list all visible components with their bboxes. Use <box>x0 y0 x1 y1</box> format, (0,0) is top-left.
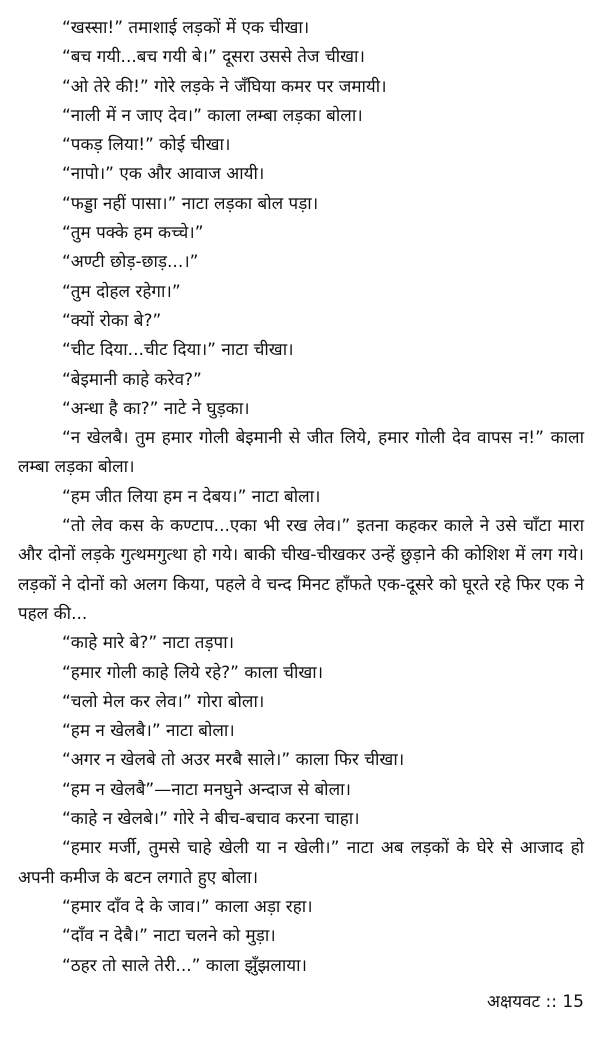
paragraph: “तो लेव कस के कण्टाप...एका भी रख लेव।” इतना कहकर काले ने उसे चाँटा मारा और दोनों लड़के गुत्थमगुत्था हो गये। बाकी चीख-चीखकर उन्हें छुड़ाने की कोशिश में लग गये। लड़कों ने दोनों को अलग किया, पहले वे चन्द मिनट हाँफते एक-दूसरे को घूरते रहे फिर एक ने पहल की... <box>18 516 584 624</box>
paragraph: “हमार मर्जी, तुमसे चाहे खेली या न खेली।” नाटा अब लड़कों के घेरे से आजाद हो अपनी कमीज के बटन लगाते हुए बोला। <box>18 838 584 888</box>
paragraph: “काहे मारे बे?” नाटा तड़पा। <box>62 633 235 654</box>
paragraph: “तुम दोहल रहेगा।” <box>62 281 181 302</box>
paragraph: “दाँव न देबै।” नाटा चलने को मुड़ा। <box>62 926 276 947</box>
paragraph: “अगर न खेलबे तो अउर मरबै साले।” काला फिर चीखा। <box>62 750 405 771</box>
paragraph: “खस्सा!” तमाशाई लड़कों में एक चीखा। <box>62 18 310 38</box>
paragraph: “अण्टी छोड़-छाड़...।” <box>62 252 199 273</box>
paragraph: “अन्धा है का?” नाटे ने घुड़का। <box>62 398 250 419</box>
paragraph: “चीट दिया...चीट दिया।” नाटा चीखा। <box>62 340 294 361</box>
paragraph: “चलो मेल कर लेव।” गोरा बोला। <box>62 691 265 712</box>
paragraph: “फड्डा नहीं पासा।” नाटा लड़का बोल पड़ा। <box>62 193 319 214</box>
paragraph: “हमार दाँव दे के जाव।” काला अड़ा रहा। <box>62 896 313 917</box>
paragraph: “न खेलबै। तुम हमार गोली बेइमानी से जीत लिये, हमार गोली देव वापस न!” काला लम्बा लड़का बोला। <box>18 428 584 478</box>
paragraph: “तुम पक्के हम कच्चे।” <box>62 223 204 244</box>
paragraph: “बच गयी...बच गयी बे।” दूसरा उससे तेज चीखा। <box>62 47 365 68</box>
paragraph: “हम जीत लिया हम न देबय।” नाटा बोला। <box>62 486 321 507</box>
paragraph: “नाली में न जाए देव।” काला लम्बा लड़का बोला। <box>62 105 363 126</box>
story-text <box>18 14 584 981</box>
paragraph: “हम न खेलबै।” नाटा बोला। <box>62 721 235 742</box>
page-footer: अक्षयवट :: 15 <box>487 992 584 1012</box>
paragraph: “बेइमानी काहे करेव?” <box>62 369 202 390</box>
paragraph: “नापो।” एक और आवाज आयी। <box>62 164 265 185</box>
paragraph: “हमार गोली काहे लिये रहे?” काला चीखा। <box>62 662 324 683</box>
paragraph: “पकड़ लिया!” कोई चीखा। <box>62 135 231 156</box>
paragraph: “हम न खेलबै”—नाटा मनघुने अन्दाज से बोला। <box>62 779 351 800</box>
paragraph: “काहे न खेलबे।” गोरे ने बीच-बचाव करना चाहा। <box>62 809 360 830</box>
paragraph: “ठहर तो साले तेरी...” काला झुँझलाया। <box>62 955 307 976</box>
paragraph: “ओ तेरे की!” गोरे लड़के ने जँघिया कमर पर जमायी। <box>62 76 387 97</box>
paragraph: “क्यों रोका बे?” <box>62 310 162 331</box>
